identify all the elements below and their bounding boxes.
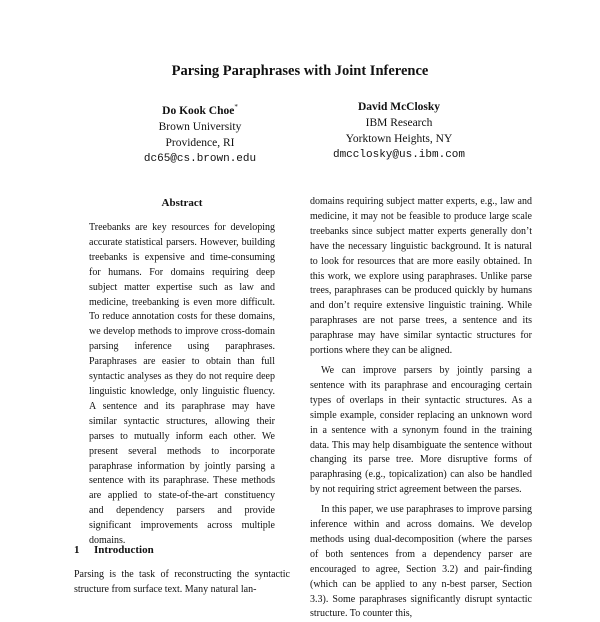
author-block-1 — [90, 99, 310, 167]
author-name: Do Kook Choe* — [162, 103, 238, 117]
author-block-2 — [289, 99, 509, 163]
abstract-heading: Abstract — [161, 197, 203, 209]
author-location: Yorktown Heights, NY — [345, 133, 453, 145]
author-email: dmcclosky@us.ibm.com — [332, 149, 466, 161]
right-column — [310, 195, 532, 622]
section-heading-introduction — [74, 543, 154, 557]
body-paragraph: We can improve parsers by jointly parsing a sentence with its paraphrase and encouraging certain types of overlaps in their syntactic structures. As a simple example, consider replacing an unknown word in a sentence with a synonym found in the training data. This may help disambiguate the sentence without changing its parse tree. More disruptive forms of paraphrasing (e.g., topicalization) can also be handled by not requiring strict agreement between the parses. — [310, 364, 532, 496]
author-email: dc65@cs.brown.edu — [143, 152, 257, 165]
footnote-mark: * — [234, 103, 238, 111]
left-column — [74, 196, 290, 549]
author-affiliation: IBM Research — [365, 117, 433, 129]
introduction-text: Parsing is the task of reconstructing the syntactic structure from surface text. Many natural lan- — [74, 569, 290, 595]
section-number: 1 — [74, 544, 80, 556]
abstract-text: Treebanks are key resources for developing accurate statistical parsers. However, building treebanks is expensive and time-consuming for humans. For domains requiring deep subject matter expertise such as law and medicine, treebanking is even more difficult. To reduce annotation costs for these domains, we develop methods to improve cross-domain parsing inference using paraphrases. Paraphrases are easier to obtain than full syntactic analyses as they do not require deep linguistic knowledge, only linguistic fluency. A sentence and its paraphrase may have similar syntactic structures, allowing their parses to mutually inform each other. We present several methods to incorporate paraphrase information by jointly parsing a sentence with its paraphrase. These methods are applied to state-of-the-art constituency and dependency parsers and provide significant improvements across multiple domains. — [89, 222, 275, 547]
author-affiliation: Brown University — [158, 120, 242, 133]
body-paragraph: domains requiring subject matter experts, e.g., law and medicine, it may not be feasible to produce large scale treebanks since subject matter experts generally don’t have the necessary linguistic background. It is natural to look for resources that are more easily obtained. In this work, we explore using paraphrases. Unlike parse trees, paraphrases can be produced quickly by humans and don’t require extensive linguistic training. While paraphrases are not parse trees, a sentence and its paraphrase may have similar syntactic structures for portions where they can be aligned. — [310, 196, 532, 357]
body-paragraph: In this paper, we use paraphrases to improve parsing inference within and across domains. We develop methods using dual-decomposition (where the parses of both sentences from a dependency parser are encouraged to agree, Section 3.2) and pair-finding (which can be applied to any n-best parser, Section 3.3). Some paraphrases significantly disrupt syntactic structure. To counter this, — [310, 504, 532, 620]
author-name: David McClosky — [357, 101, 441, 113]
author-location: Providence, RI — [165, 136, 235, 149]
paper-title: Parsing Paraphrases with Joint Inference — [171, 63, 429, 79]
section-title: Introduction — [94, 544, 154, 556]
